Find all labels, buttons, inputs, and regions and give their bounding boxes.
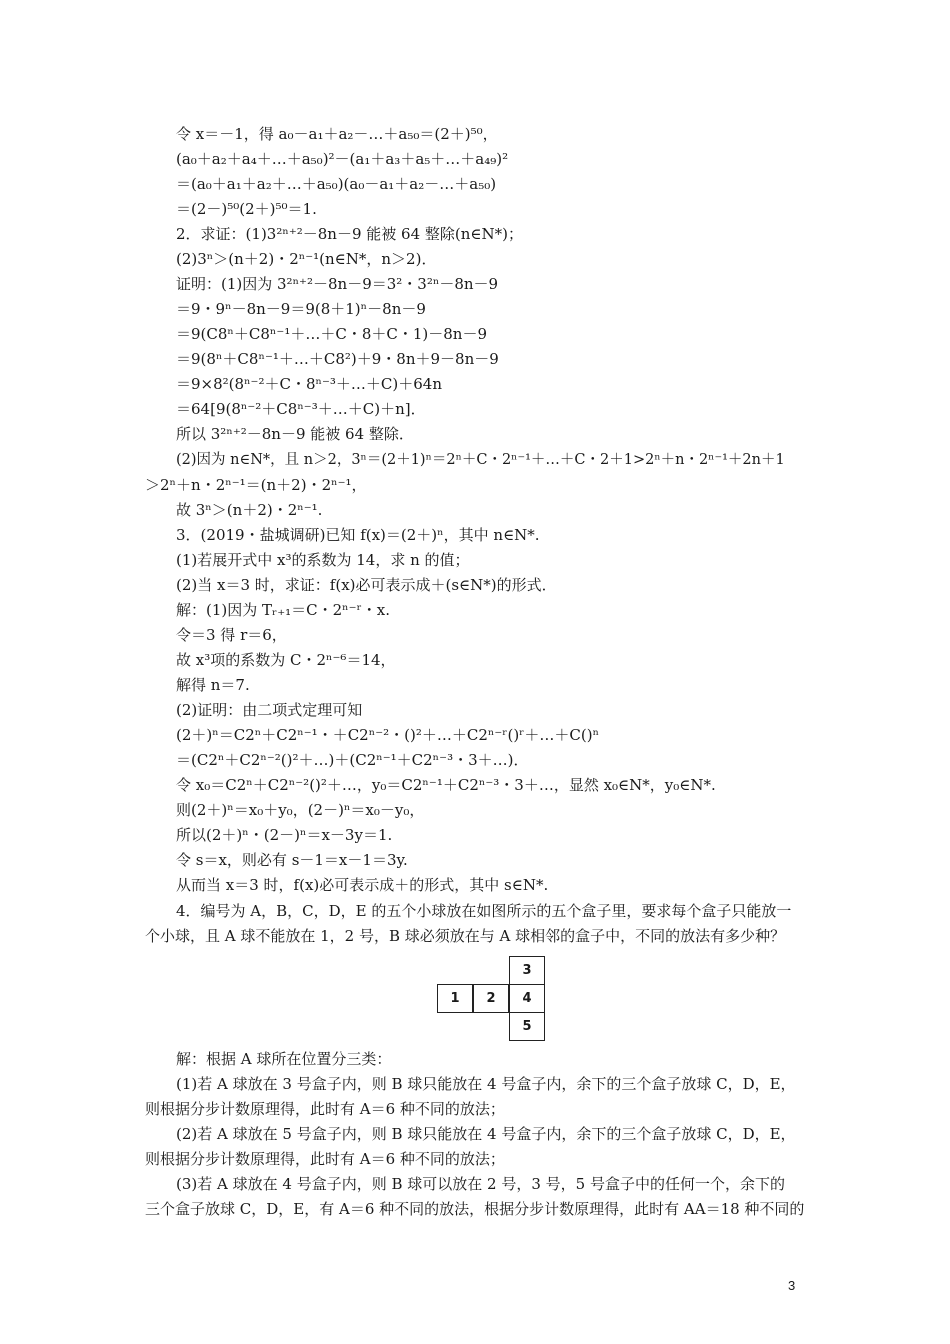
text-line: (1)若展开式中 x³的系数为 14，求 n 的值； bbox=[176, 551, 470, 569]
text-line: 从而当 x＝3 时，f(x)必可表示成＋的形式，其中 s∈N*. bbox=[176, 876, 549, 894]
text-line: ＝(C2ⁿ＋C2ⁿ⁻²()²＋…)＋(C2ⁿ⁻¹＋C2ⁿ⁻³・3＋…)． bbox=[176, 751, 529, 769]
text-line: 则根据分步计数原理得，此时有 A＝6 种不同的放法； bbox=[145, 1100, 505, 1118]
text-line: 故 x³项的系数为 C・2ⁿ⁻⁶＝14， bbox=[176, 651, 396, 669]
text-line: ＝9(C8ⁿ＋C8ⁿ⁻¹＋…＋C・8＋C・1)－8n－9 bbox=[176, 325, 487, 343]
text-line: 解：根据 A 球所在位置分三类： bbox=[176, 1050, 392, 1068]
text-line: (1)若 A 球放在 3 号盒子内，则 B 球只能放在 4 号盒子内，余下的三个盒子放球 C，D，E， bbox=[176, 1075, 796, 1093]
box-1: 1 bbox=[437, 984, 473, 1013]
text-line: 证明：(1)因为 3²ⁿ⁺²－8n－9＝3²・3²ⁿ－8n－9 bbox=[176, 275, 499, 293]
text-line: 令 x₀＝C2ⁿ＋C2ⁿ⁻²()²＋…，y₀＝C2ⁿ⁻¹＋C2ⁿ⁻³・3＋…，显然 x₀∈N*，y₀∈N*. bbox=[176, 776, 716, 794]
text-line: (3)若 A 球放在 4 号盒子内，则 B 球可以放在 2 号，3 号，5 号盒子中的任何一个，余下的 bbox=[176, 1175, 785, 1193]
box-4: 4 bbox=[509, 984, 545, 1013]
text-line: (2)因为 n∈N*，且 n＞2，3ⁿ＝(2＋1)ⁿ＝2ⁿ＋C・2ⁿ⁻¹＋…＋C・2＋1>2ⁿ＋n・2ⁿ⁻¹＋2n＋1 bbox=[176, 452, 785, 468]
text-line: ＝64[9(8ⁿ⁻²＋C8ⁿ⁻³＋…＋C)＋n]． bbox=[176, 400, 426, 418]
text-line: 令＝3 得 r＝6， bbox=[176, 626, 287, 644]
text-line: ＝9×8²(8ⁿ⁻²＋C・8ⁿ⁻³＋…＋C)＋64n bbox=[176, 375, 443, 393]
text-line: (2)若 A 球放在 5 号盒子内，则 B 球只能放在 4 号盒子内，余下的三个盒子放球 C，D，E， bbox=[176, 1125, 796, 1143]
box-2: 2 bbox=[473, 984, 509, 1013]
text-line: (2)当 x＝3 时，求证：f(x)必可表示成＋(s∈N*)的形式． bbox=[176, 576, 557, 594]
text-line: 4．编号为 A，B，C，D，E 的五个小球放在如图所示的五个盒子里，要求每个盒子只能放一 bbox=[176, 902, 792, 920]
text-line: 则(2＋)ⁿ＝x₀＋y₀，(2－)ⁿ＝x₀－y₀， bbox=[176, 801, 425, 819]
text-line: 则根据分步计数原理得，此时有 A＝6 种不同的放法； bbox=[145, 1150, 505, 1168]
text-line: 解得 n＝7. bbox=[176, 676, 250, 694]
text-line: (2＋)ⁿ＝C2ⁿ＋C2ⁿ⁻¹・＋C2ⁿ⁻²・()²＋…＋C2ⁿ⁻ʳ()ʳ＋…＋C()ⁿ bbox=[176, 726, 600, 744]
text-line: 3．(2019・盐城调研)已知 f(x)＝(2＋)ⁿ，其中 n∈N*. bbox=[176, 526, 540, 544]
text-line: 2．求证：(1)3²ⁿ⁺²－8n－9 能被 64 整除(n∈N*)； bbox=[176, 225, 524, 243]
text-line: ＝9・9ⁿ－8n－9＝9(8＋1)ⁿ－8n－9 bbox=[176, 300, 426, 318]
text-line: 故 3ⁿ＞(n＋2)・2ⁿ⁻¹. bbox=[176, 501, 323, 519]
text-line: 解：(1)因为 Tᵣ₊₁＝C・2ⁿ⁻ʳ・x. bbox=[176, 601, 391, 619]
text-line: 令 x＝－1，得 a₀－a₁＋a₂－…＋a₅₀＝(2＋)⁵⁰， bbox=[176, 125, 498, 143]
text-line: 个小球，且 A 球不能放在 1，2 号，B 球必须放在与 A 球相邻的盒子中，不同的放法有多少种？ bbox=[145, 927, 786, 945]
text-line: ＝(a₀＋a₁＋a₂＋…＋a₅₀)(a₀－a₁＋a₂－…＋a₅₀) bbox=[176, 175, 497, 193]
text-line: 令 s＝x，则必有 s－1＝x－1＝3y. bbox=[176, 851, 408, 869]
text-line: ＞2ⁿ＋n・2ⁿ⁻¹＝(n＋2)・2ⁿ⁻¹， bbox=[145, 476, 367, 494]
text-line: 三个盒子放球 C，D，E，有 A＝6 种不同的放法，根据分步计数原理得，此时有 AA＝18 种不同的 bbox=[145, 1200, 805, 1218]
text-line: (2)3ⁿ＞(n＋2)・2ⁿ⁻¹(n∈N*，n＞2)． bbox=[176, 250, 437, 268]
text-line: 所以(2＋)ⁿ・(2－)ⁿ＝x－3y＝1. bbox=[176, 826, 393, 844]
box-3: 3 bbox=[509, 956, 545, 985]
page-number: 3 bbox=[788, 1278, 796, 1293]
text-line: ＝(2－)⁵⁰(2＋)⁵⁰＝1. bbox=[176, 200, 317, 218]
box-5: 5 bbox=[509, 1012, 545, 1041]
text-line: (a₀＋a₂＋a₄＋…＋a₅₀)²－(a₁＋a₃＋a₅＋…＋a₄₉)² bbox=[176, 150, 509, 168]
text-line: (2)证明：由二项式定理可知 bbox=[176, 701, 363, 719]
text-line: 所以 3²ⁿ⁺²－8n－9 能被 64 整除． bbox=[176, 425, 414, 443]
text-line: ＝9(8ⁿ＋C8ⁿ⁻¹＋…＋C8²)＋9・8n＋9－8n－9 bbox=[176, 350, 499, 368]
